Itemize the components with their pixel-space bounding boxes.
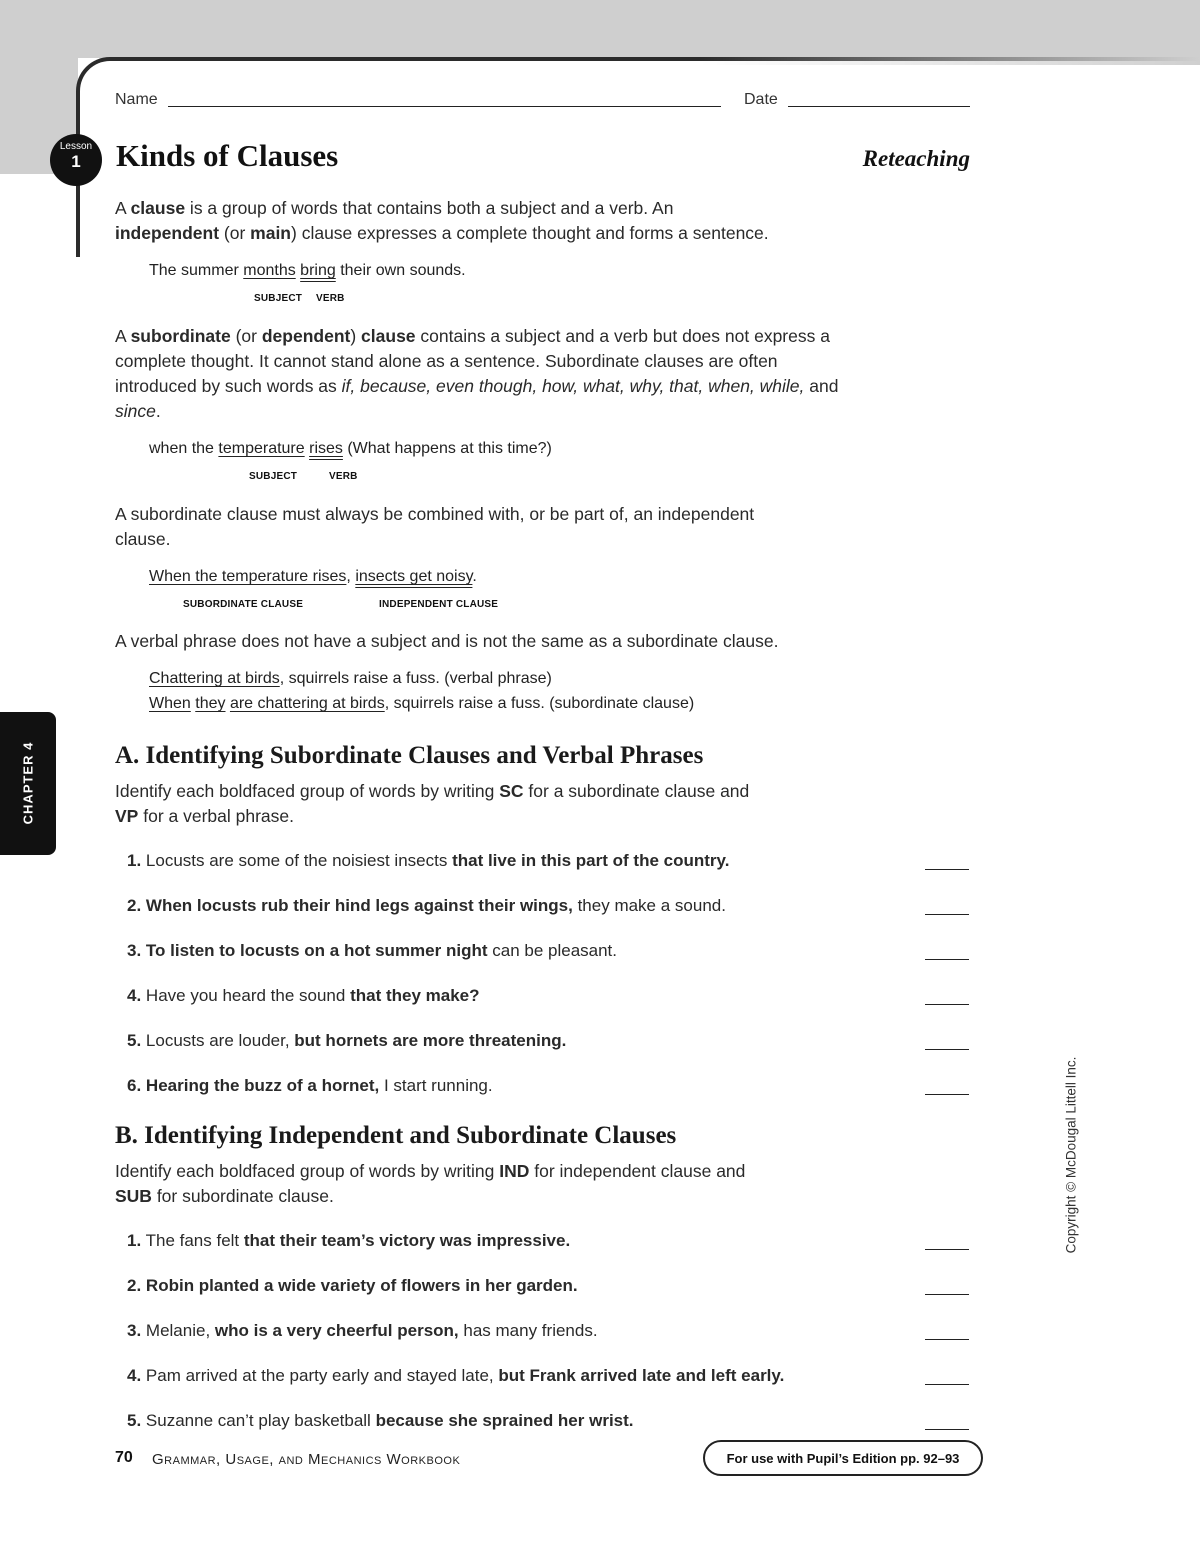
page-number: 70 [115,1449,133,1466]
answer-blank[interactable] [925,914,969,915]
section-a-instructions: Identify each boldfaced group of words by writing SC for a subordinate clause and VP for a verbal phrase. [115,781,750,826]
list-item: 2. When locusts rub their hind legs against their wings, they make a sound. [127,896,726,915]
example-3-independent: insects get noisy [355,568,473,585]
intro-paragraph-2: A subordinate (or dependent) clause contains a subject and a verb but does not express a complete thought. It cannot stand alone as a sentence. Subordinate clauses are often introduced by such words as if, because, even though, how, what, why, that, when, while, and since. [115,326,839,421]
answer-blank[interactable] [925,869,969,870]
example-2: when the temperature rises (What happens at this time?) [149,440,552,457]
chapter-tab [0,712,56,855]
list-item: 3. Melanie, who is a very cheerful person, has many friends. [127,1321,598,1340]
intro-paragraph-3: A subordinate clause must always be combined with, or be part of, an independent clause. [115,504,755,549]
example-2-subject-tag: SUBJECT [249,471,298,482]
answer-blank[interactable] [925,1294,969,1295]
answer-blank[interactable] [925,1384,969,1385]
intro-paragraph-1: A clause is a group of words that contains both a subject and a verb. An independent (or main) clause expresses a complete thought and forms a sentence. [115,198,769,243]
answer-blank[interactable] [925,1429,969,1430]
answer-blank[interactable] [925,1049,969,1050]
example-1: The summer months bring their own sounds. [149,262,466,279]
copyright-notice: Copyright © McDougal Littell Inc. [1063,1056,1079,1254]
top-gray-band [0,0,1200,58]
lesson-badge [50,134,102,186]
lesson-number: 1 [71,152,81,171]
example-3: When the temperature rises, insects get noisy. [149,568,477,585]
list-item: 6. Hearing the buzz of a hornet, I start running. [127,1076,493,1095]
example-1-subject: months [243,262,296,279]
example-2-verb-tag: VERB [329,471,358,482]
list-item: 4. Have you heard the sound that they make? [127,986,480,1005]
list-item: 3. To listen to locusts on a hot summer night can be pleasant. [127,941,617,960]
example-1-subject-tag: SUBJECT [254,293,303,304]
date-label: Date [744,91,778,108]
frame-fade [700,55,1200,65]
example-4: Chattering at birds, squirrels raise a fuss. (verbal phrase) [149,670,552,687]
example-5: When they are chattering at birds, squirrels raise a fuss. (subordinate clause) [149,695,695,712]
workbook-title: Grammar, Usage, and Mechanics Workbook [152,1451,461,1468]
example-1-verb-tag: VERB [316,293,345,304]
list-item: 5. Suzanne can’t play basketball because she sprained her wrist. [127,1411,634,1430]
answer-blank[interactable] [925,1249,969,1250]
example-3-independent-tag: INDEPENDENT CLAUSE [379,599,499,610]
example-3-subordinate-tag: SUBORDINATE CLAUSE [183,599,304,610]
chapter-tab-label: CHAPTER 4 [20,741,36,825]
name-field[interactable] [168,106,721,107]
example-2-verb: rises [309,440,343,457]
answer-blank[interactable] [925,1004,969,1005]
intro-paragraph-4: A verbal phrase does not have a subject and is not the same as a subordinate clause. [115,631,779,651]
list-item: 1. The fans felt that their team’s victory was impressive. [127,1231,571,1250]
name-label: Name [115,91,158,108]
list-item: 4. Pam arrived at the party early and stayed late, but Frank arrived late and left early. [127,1366,785,1385]
example-3-subordinate: When the temperature rises [149,568,347,585]
example-1-verb: bring [300,262,336,279]
section-a-heading: A. Identifying Subordinate Clauses and Verbal Phrases [115,742,704,769]
reteaching-tag: Reteaching [862,146,970,171]
answer-blank[interactable] [925,1339,969,1340]
section-b-instructions: Identify each boldfaced group of words by writing IND for independent clause and SUB for subordinate clause. [115,1161,746,1206]
date-field[interactable] [788,106,970,107]
answer-blank[interactable] [925,959,969,960]
pupil-edition-reference: For use with Pupil’s Edition pp. 92–93 [703,1440,983,1476]
page-title: Kinds of Clauses [116,138,339,173]
section-b-heading: B. Identifying Independent and Subordinate Clauses [115,1122,677,1149]
list-item: 1. Locusts are some of the noisiest insects that live in this part of the country. [127,851,730,870]
list-item: 5. Locusts are louder, but hornets are more threatening. [127,1031,567,1050]
list-item: 2. Robin planted a wide variety of flowers in her garden. [127,1276,578,1295]
answer-blank[interactable] [925,1094,969,1095]
example-2-subject: temperature [218,440,305,457]
lesson-label: Lesson [59,141,93,152]
